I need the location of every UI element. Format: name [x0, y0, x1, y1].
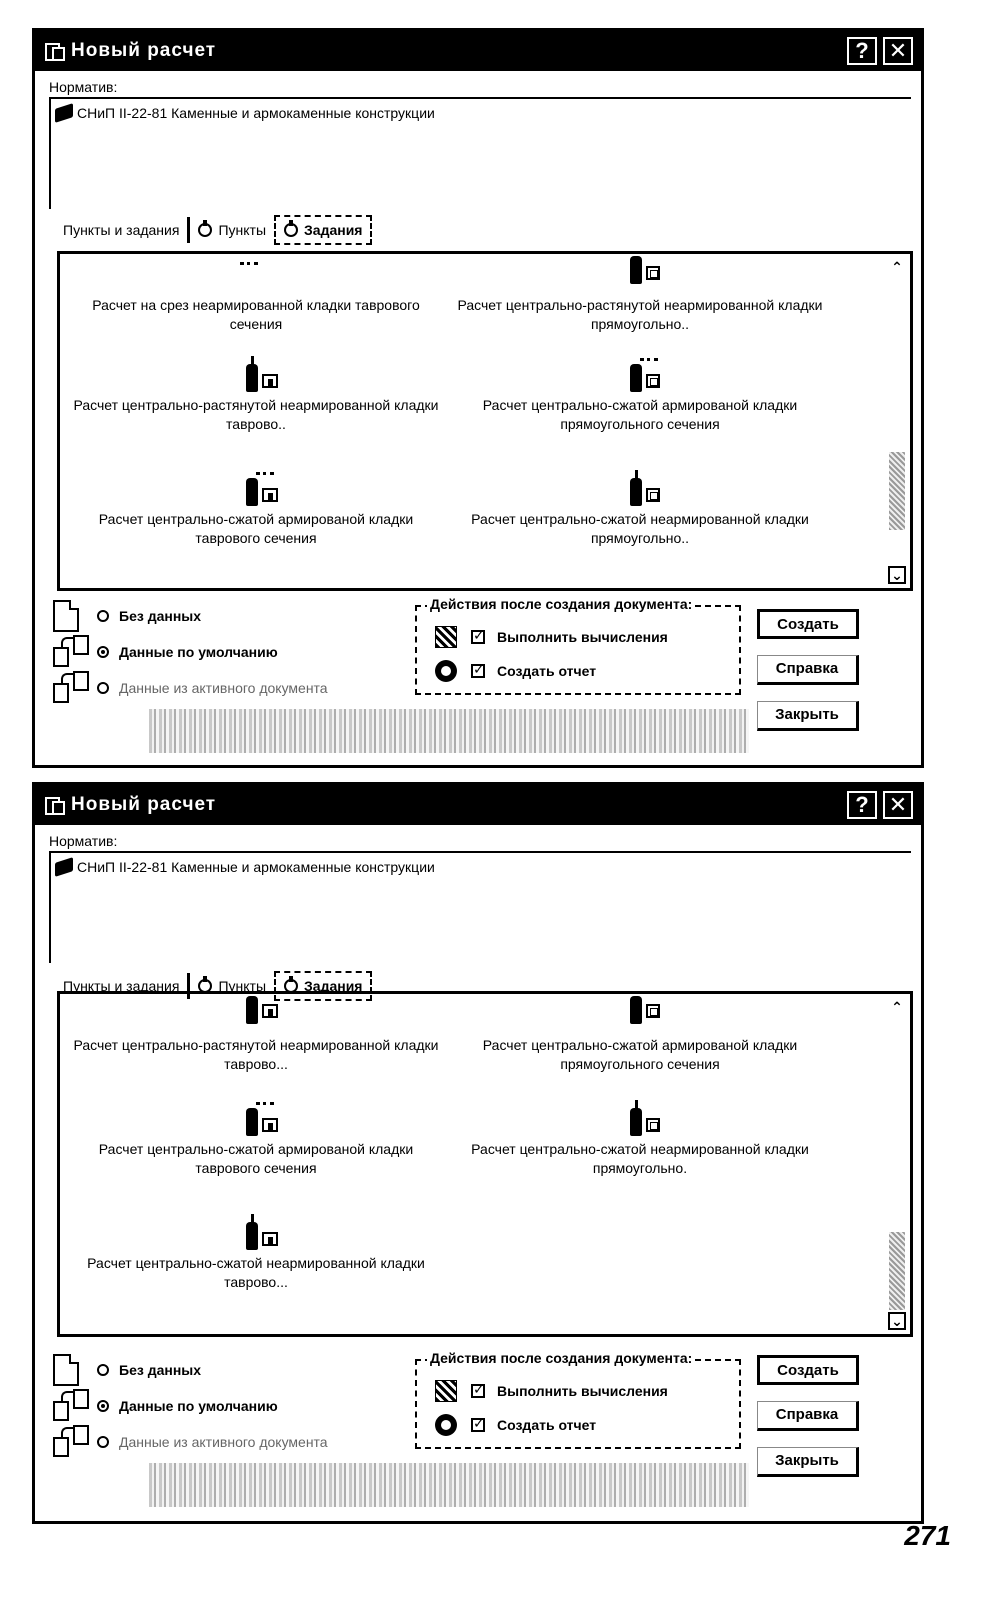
dialog-title: Новый расчет: [71, 40, 217, 61]
radio-active-doc-data[interactable]: [97, 682, 109, 694]
checkbox-calculate[interactable]: [471, 630, 485, 644]
option-default-data-label: Данные по умолчанию: [119, 1398, 278, 1414]
option-no-data-label: Без данных: [119, 608, 202, 624]
task-item[interactable]: [66, 996, 446, 1074]
radio-active-doc-data[interactable]: [97, 1436, 109, 1448]
norm-item-label: СНиП II-22-81 Каменные и армокаменные конструкции: [77, 859, 435, 875]
scroll-down-icon[interactable]: ⌄: [888, 566, 906, 584]
action-calculate[interactable]: [435, 625, 668, 649]
reinforced-t-task-icon: [226, 470, 286, 506]
close-button[interactable]: Закрыть: [757, 701, 859, 731]
initial-data-options: [53, 597, 413, 737]
dialog-title: Новый расчет: [71, 794, 217, 815]
task-label: Расчет центрально-сжатой неармированной кладки прямоугольно..: [471, 511, 809, 546]
tasks-list[interactable]: [57, 251, 913, 591]
option-default-data[interactable]: [53, 1389, 278, 1423]
help-title-button[interactable]: ?: [847, 791, 877, 819]
tab-items-label: Пункты: [218, 978, 267, 994]
radio-default-data[interactable]: [97, 646, 109, 658]
norm-list-item[interactable]: [55, 105, 435, 121]
scroll-up-icon[interactable]: ⌃: [891, 259, 903, 275]
task-label: Расчет центрально-сжатой армированой кладки таврового сечения: [98, 511, 414, 546]
scroll-down-icon[interactable]: ⌄: [888, 1312, 906, 1330]
tab-tasks-label: Задания: [304, 978, 363, 994]
post-create-actions-group: [415, 1350, 741, 1449]
copy-document-icon: [53, 1425, 93, 1459]
help-button[interactable]: Справка: [757, 655, 859, 685]
tasks-list[interactable]: [57, 991, 913, 1337]
task-label: Расчет центрально-растянутой неармированной кладки таврово..: [73, 397, 439, 432]
checkbox-report[interactable]: [471, 664, 485, 678]
calculator-icon: [435, 626, 457, 648]
radio-no-data[interactable]: [97, 610, 109, 622]
blank-document-icon: [53, 1354, 79, 1386]
t-section-task-icon: [226, 996, 286, 1032]
tab-bar: [55, 215, 372, 245]
action-calculate-label: Выполнить вычисления: [497, 1383, 668, 1399]
book-icon: [55, 857, 73, 877]
page-number: 271: [904, 1520, 951, 1551]
tab-items-and-tasks[interactable]: Пункты и задания: [55, 973, 190, 999]
title-bar: [35, 31, 921, 71]
radio-default-data[interactable]: [97, 1400, 109, 1412]
help-title-button[interactable]: ?: [847, 37, 877, 65]
scan-artifact: [149, 1463, 749, 1507]
task-item[interactable]: [450, 256, 830, 334]
initial-data-options: [53, 1351, 413, 1491]
norm-label: Норматив:: [49, 833, 118, 849]
action-report[interactable]: [435, 1413, 596, 1437]
task-item[interactable]: [66, 356, 446, 434]
actions-group-title: Действия после создания документа:: [427, 1350, 695, 1366]
task-item[interactable]: [450, 356, 830, 434]
task-item[interactable]: [450, 1100, 830, 1178]
action-report-label: Создать отчет: [497, 663, 597, 679]
default-data-icon: [53, 635, 93, 669]
task-label: Расчет центрально-сжатой неармированной кладки прямоугольно.: [471, 1141, 809, 1176]
norm-item-label: СНиП II-22-81 Каменные и армокаменные конструкции: [77, 105, 435, 121]
tasks-tab-icon: [284, 223, 298, 237]
compressed-t-task-icon: [226, 1214, 286, 1250]
action-calculate[interactable]: [435, 1379, 668, 1403]
radio-no-data[interactable]: [97, 1364, 109, 1376]
task-item[interactable]: [66, 256, 446, 334]
calculator-icon: [435, 1380, 457, 1402]
scroll-thumb[interactable]: [889, 1232, 905, 1310]
reinforced-rect-task-icon: [610, 356, 670, 392]
default-data-icon: [53, 1389, 93, 1423]
blank-document-icon: [53, 600, 79, 632]
norm-list[interactable]: [49, 851, 911, 963]
option-no-data-label: Без данных: [119, 1362, 202, 1378]
task-item[interactable]: [450, 470, 830, 548]
tab-items-and-tasks[interactable]: Пункты и задания: [55, 217, 190, 243]
create-button[interactable]: Создать: [757, 1355, 859, 1385]
close-button[interactable]: Закрыть: [757, 1447, 859, 1477]
task-label: Расчет центрально-сжатой армированой кладки таврового сечения: [98, 1141, 414, 1176]
compressed-rect-task-icon: [610, 470, 670, 506]
scroll-up-icon[interactable]: ⌃: [891, 999, 903, 1015]
scroll-thumb[interactable]: [889, 452, 905, 530]
book-icon: [55, 103, 73, 123]
action-report-label: Создать отчет: [497, 1417, 597, 1433]
option-no-data[interactable]: [53, 1353, 201, 1387]
items-tab-icon: [198, 223, 212, 237]
new-calculation-dialog: [32, 782, 924, 1524]
task-item[interactable]: [450, 996, 830, 1074]
norm-list[interactable]: [49, 97, 911, 209]
option-no-data[interactable]: [53, 599, 201, 633]
tab-items-label: Пункты: [218, 222, 267, 238]
help-button[interactable]: Справка: [757, 1401, 859, 1431]
task-item[interactable]: [66, 1100, 446, 1178]
option-default-data-label: Данные по умолчанию: [119, 644, 278, 660]
task-label: Расчет центрально-растянутой неармированной кладки таврово...: [73, 1037, 439, 1072]
actions-group-title: Действия после создания документа:: [427, 596, 695, 612]
task-label: Расчет центрально-сжатой армированой кладки прямоугольного сечения: [482, 1037, 798, 1072]
close-title-button[interactable]: ✕: [883, 791, 913, 819]
rect-section-task-icon: [610, 256, 670, 292]
task-item[interactable]: [66, 1214, 446, 1292]
compressed-rect-task-icon: [610, 1100, 670, 1136]
copy-document-icon: [53, 671, 93, 705]
new-document-icon: [43, 42, 65, 60]
task-item[interactable]: [66, 470, 446, 548]
option-active-doc-data[interactable]: [53, 671, 328, 705]
title-bar: [35, 785, 921, 825]
task-label: Расчет центрально-сжатой армированой кладки прямоугольного сечения: [482, 397, 798, 432]
option-default-data[interactable]: [53, 635, 278, 669]
norm-list-item[interactable]: [55, 859, 435, 875]
option-active-doc-data[interactable]: [53, 1425, 328, 1459]
option-active-doc-data-label: Данные из активного документа: [119, 1434, 328, 1450]
close-title-button[interactable]: ✕: [883, 37, 913, 65]
tab-tasks-label: Задания: [304, 222, 363, 238]
report-icon: [435, 660, 457, 682]
norm-label: Норматив:: [49, 79, 118, 95]
new-document-icon: [43, 796, 65, 814]
action-calculate-label: Выполнить вычисления: [497, 629, 668, 645]
task-label: Расчет центрально-сжатой неармированной кладки таврово...: [87, 1255, 425, 1290]
checkbox-calculate[interactable]: [471, 1384, 485, 1398]
scan-artifact: [149, 709, 749, 753]
task-label: Расчет на срез неармированной кладки таврового сечения: [92, 297, 420, 332]
tasks-scrollbar[interactable]: [886, 256, 908, 586]
checkbox-report[interactable]: [471, 1418, 485, 1432]
task-label: Расчет центрально-растянутой неармированной кладки прямоугольно..: [457, 297, 823, 332]
t-section-task-icon: [226, 356, 286, 392]
tab-tasks[interactable]: [274, 215, 372, 245]
rect-section-task-icon: [610, 996, 670, 1032]
report-icon: [435, 1414, 457, 1436]
reinforced-t-task-icon: [226, 1100, 286, 1136]
create-button[interactable]: Создать: [757, 609, 859, 639]
new-calculation-dialog: [32, 28, 924, 768]
post-create-actions-group: [415, 596, 741, 695]
tasks-scrollbar[interactable]: [886, 996, 908, 1332]
action-report[interactable]: [435, 659, 596, 683]
option-active-doc-data-label: Данные из активного документа: [119, 680, 328, 696]
tab-items[interactable]: [190, 217, 274, 243]
shear-task-icon: [226, 256, 286, 292]
